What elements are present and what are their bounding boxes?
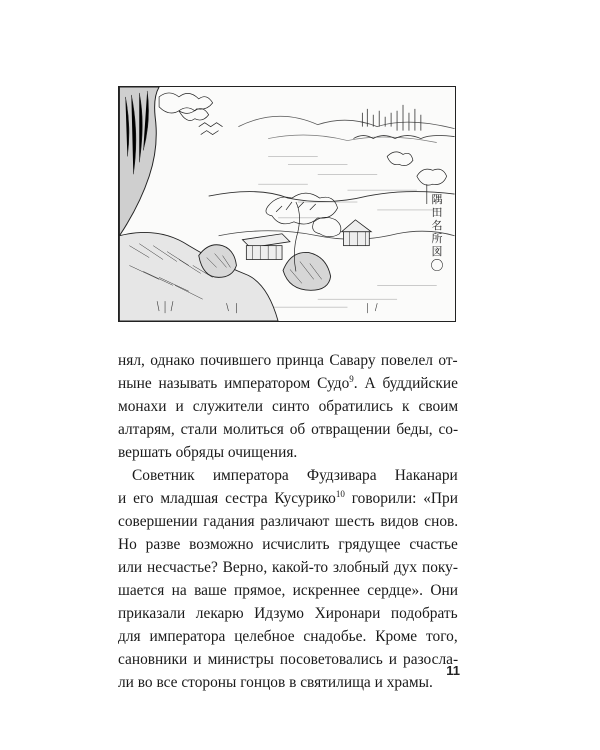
line-text: совершении гадания различают шесть видов снов. <box>118 513 459 530</box>
seal-char: 図 <box>431 245 443 258</box>
line-text: шается на ваше прямое, искреннее сердце». Они <box>118 582 458 599</box>
page-number: 11 <box>446 663 460 678</box>
footnote-ref: 10 <box>335 488 345 499</box>
seal-char: 隅 <box>431 193 443 206</box>
text-line <box>118 349 458 372</box>
text-line <box>118 648 458 671</box>
seal-char: 田 <box>431 206 443 219</box>
line-text: монахи и служители синто обратились к своим <box>118 398 459 415</box>
text-line <box>118 556 458 579</box>
text-line <box>118 487 458 510</box>
seal-char: 所 <box>431 232 443 245</box>
line-text: алтарям, стали молиться об отвращении беды, со- <box>118 421 459 438</box>
seal-text <box>429 193 445 273</box>
seal-mark: 〇 <box>430 259 444 274</box>
text-line <box>118 372 458 395</box>
illustration <box>118 86 456 322</box>
line-text: вершать обряды очищения. <box>118 444 298 461</box>
line-text: для императора целебное снадобье. Кроме того, <box>118 628 458 645</box>
text-line <box>118 602 458 625</box>
line-text: сановники и министры посоветовались и разосла- <box>118 651 459 668</box>
line-text: ли во все стороны гонцов в святилища и храмы. <box>118 674 433 691</box>
line-text: и его младшая сестра Кусурико$^{10}$ говорили: «При <box>118 488 458 507</box>
text-line <box>118 418 458 441</box>
line-text: Советник императора Фудзивара Наканари <box>132 467 458 484</box>
landscape-engraving <box>119 87 455 321</box>
footnote-ref: 9 <box>349 373 354 384</box>
text-line <box>118 671 458 694</box>
text-line <box>118 464 458 487</box>
body-text <box>118 349 458 694</box>
line-text: или несчастье? Верно, какой-то злобный дух поку- <box>118 559 458 576</box>
line-text: нял, однако почившего принца Савару повелел от- <box>118 352 458 369</box>
text-line <box>118 510 458 533</box>
seal-char: 名 <box>431 219 443 232</box>
text-line <box>118 395 458 418</box>
text-line <box>118 579 458 602</box>
line-text: ныне называть императором Судо$^9$. А буддийские <box>118 373 458 392</box>
line-text: приказали лекарю Идзумо Хиронари подобрать <box>118 605 458 622</box>
line-text: Но разве возможно исчислить грядущее счастье <box>118 536 458 553</box>
text-line <box>118 625 458 648</box>
text-line <box>118 441 458 464</box>
text-line <box>118 533 458 556</box>
